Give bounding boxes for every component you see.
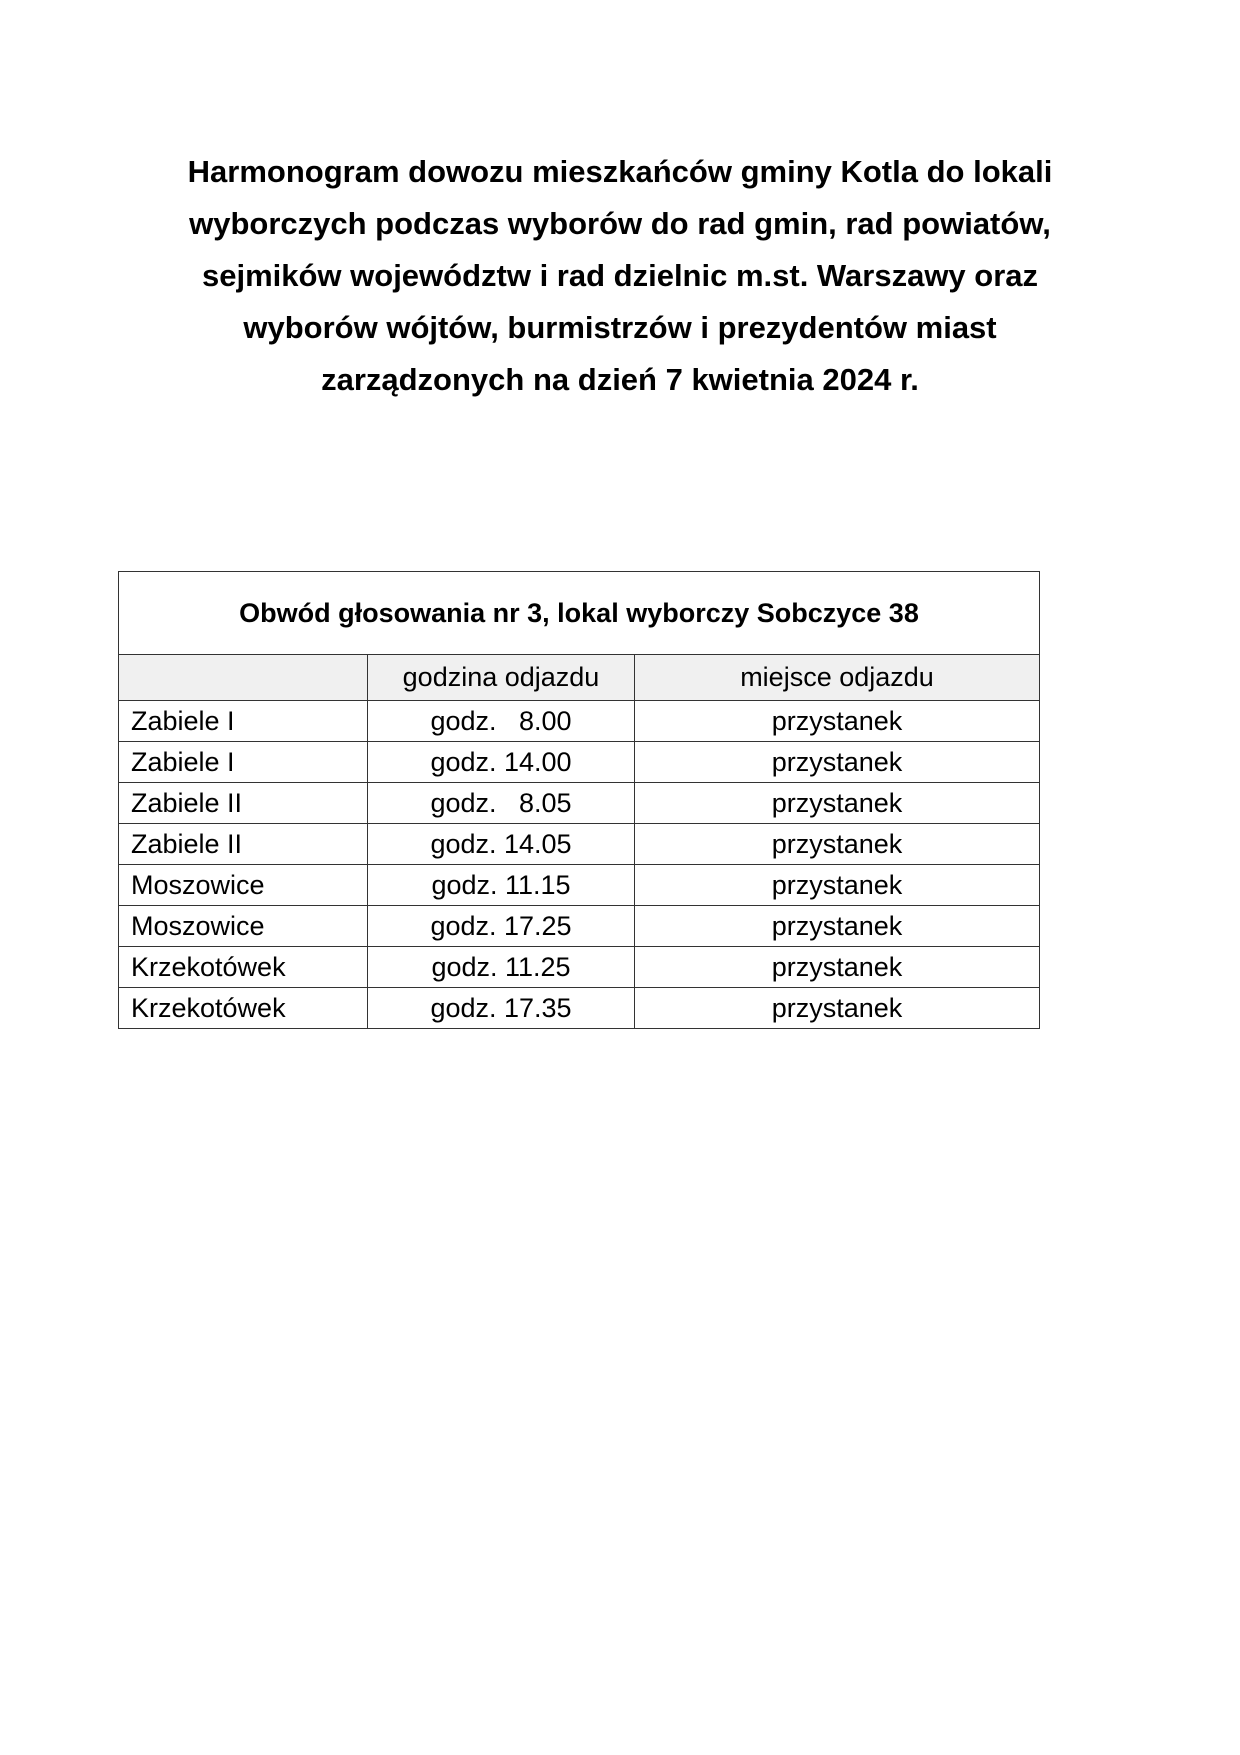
title-line: wyborczych podczas wyborów do rad gmin, rad powiatów, — [189, 206, 1051, 241]
table-row — [119, 947, 1040, 988]
cell-place: Zabiele II — [119, 783, 368, 824]
cell-place: Zabiele I — [119, 701, 368, 742]
cell-place: Moszowice — [119, 865, 368, 906]
cell-place: Moszowice — [119, 906, 368, 947]
table-row — [119, 988, 1040, 1029]
cell-location: przystanek — [635, 783, 1040, 824]
cell-location: przystanek — [635, 701, 1040, 742]
cell-place: Krzekotówek — [119, 947, 368, 988]
time-value: godz. 14.00 — [430, 746, 572, 777]
title-line: sejmików województw i rad dzielnic m.st. Warszawy oraz — [201, 258, 1039, 293]
title-line: wyborów wójtów, burmistrzów i prezydentów miast — [243, 310, 997, 345]
cell-time — [368, 906, 635, 947]
cell-location: przystanek — [635, 824, 1040, 865]
table-row — [119, 824, 1040, 865]
header-place — [119, 655, 368, 701]
cell-time — [368, 988, 635, 1029]
header-departure-time: godzina odjazdu — [368, 655, 635, 701]
table-row — [119, 783, 1040, 824]
time-value: godz. 8.05 — [430, 787, 572, 818]
document-title — [140, 146, 1100, 406]
cell-place: Krzekotówek — [119, 988, 368, 1029]
title-line: zarządzonych na dzień 7 kwietnia 2024 r. — [321, 362, 919, 397]
cell-place: Zabiele I — [119, 742, 368, 783]
cell-time — [368, 742, 635, 783]
cell-location: przystanek — [635, 906, 1040, 947]
table-row — [119, 906, 1040, 947]
header-departure-place: miejsce odjazdu — [635, 655, 1040, 701]
time-value: godz. 14.05 — [430, 828, 572, 859]
cell-time — [368, 783, 635, 824]
time-value: godz. 17.35 — [430, 992, 572, 1023]
table-row — [119, 701, 1040, 742]
cell-place: Zabiele II — [119, 824, 368, 865]
time-value: godz. 8.00 — [430, 705, 572, 736]
cell-time — [368, 824, 635, 865]
table-row — [119, 865, 1040, 906]
cell-location: przystanek — [635, 865, 1040, 906]
time-value: godz. 11.25 — [431, 951, 571, 982]
cell-time — [368, 701, 635, 742]
table-header-row — [119, 655, 1040, 701]
schedule-table — [118, 571, 1040, 1029]
time-value: godz. 11.15 — [431, 869, 571, 900]
table-row — [119, 742, 1040, 783]
cell-time — [368, 865, 635, 906]
table-caption: Obwód głosowania nr 3, lokal wyborczy Sobczyce 38 — [119, 572, 1040, 655]
cell-location: przystanek — [635, 742, 1040, 783]
time-value: godz. 17.25 — [430, 910, 572, 941]
cell-location: przystanek — [635, 988, 1040, 1029]
title-line: Harmonogram dowozu mieszkańców gminy Kotla do lokali — [187, 154, 1053, 189]
cell-time — [368, 947, 635, 988]
cell-location: przystanek — [635, 947, 1040, 988]
